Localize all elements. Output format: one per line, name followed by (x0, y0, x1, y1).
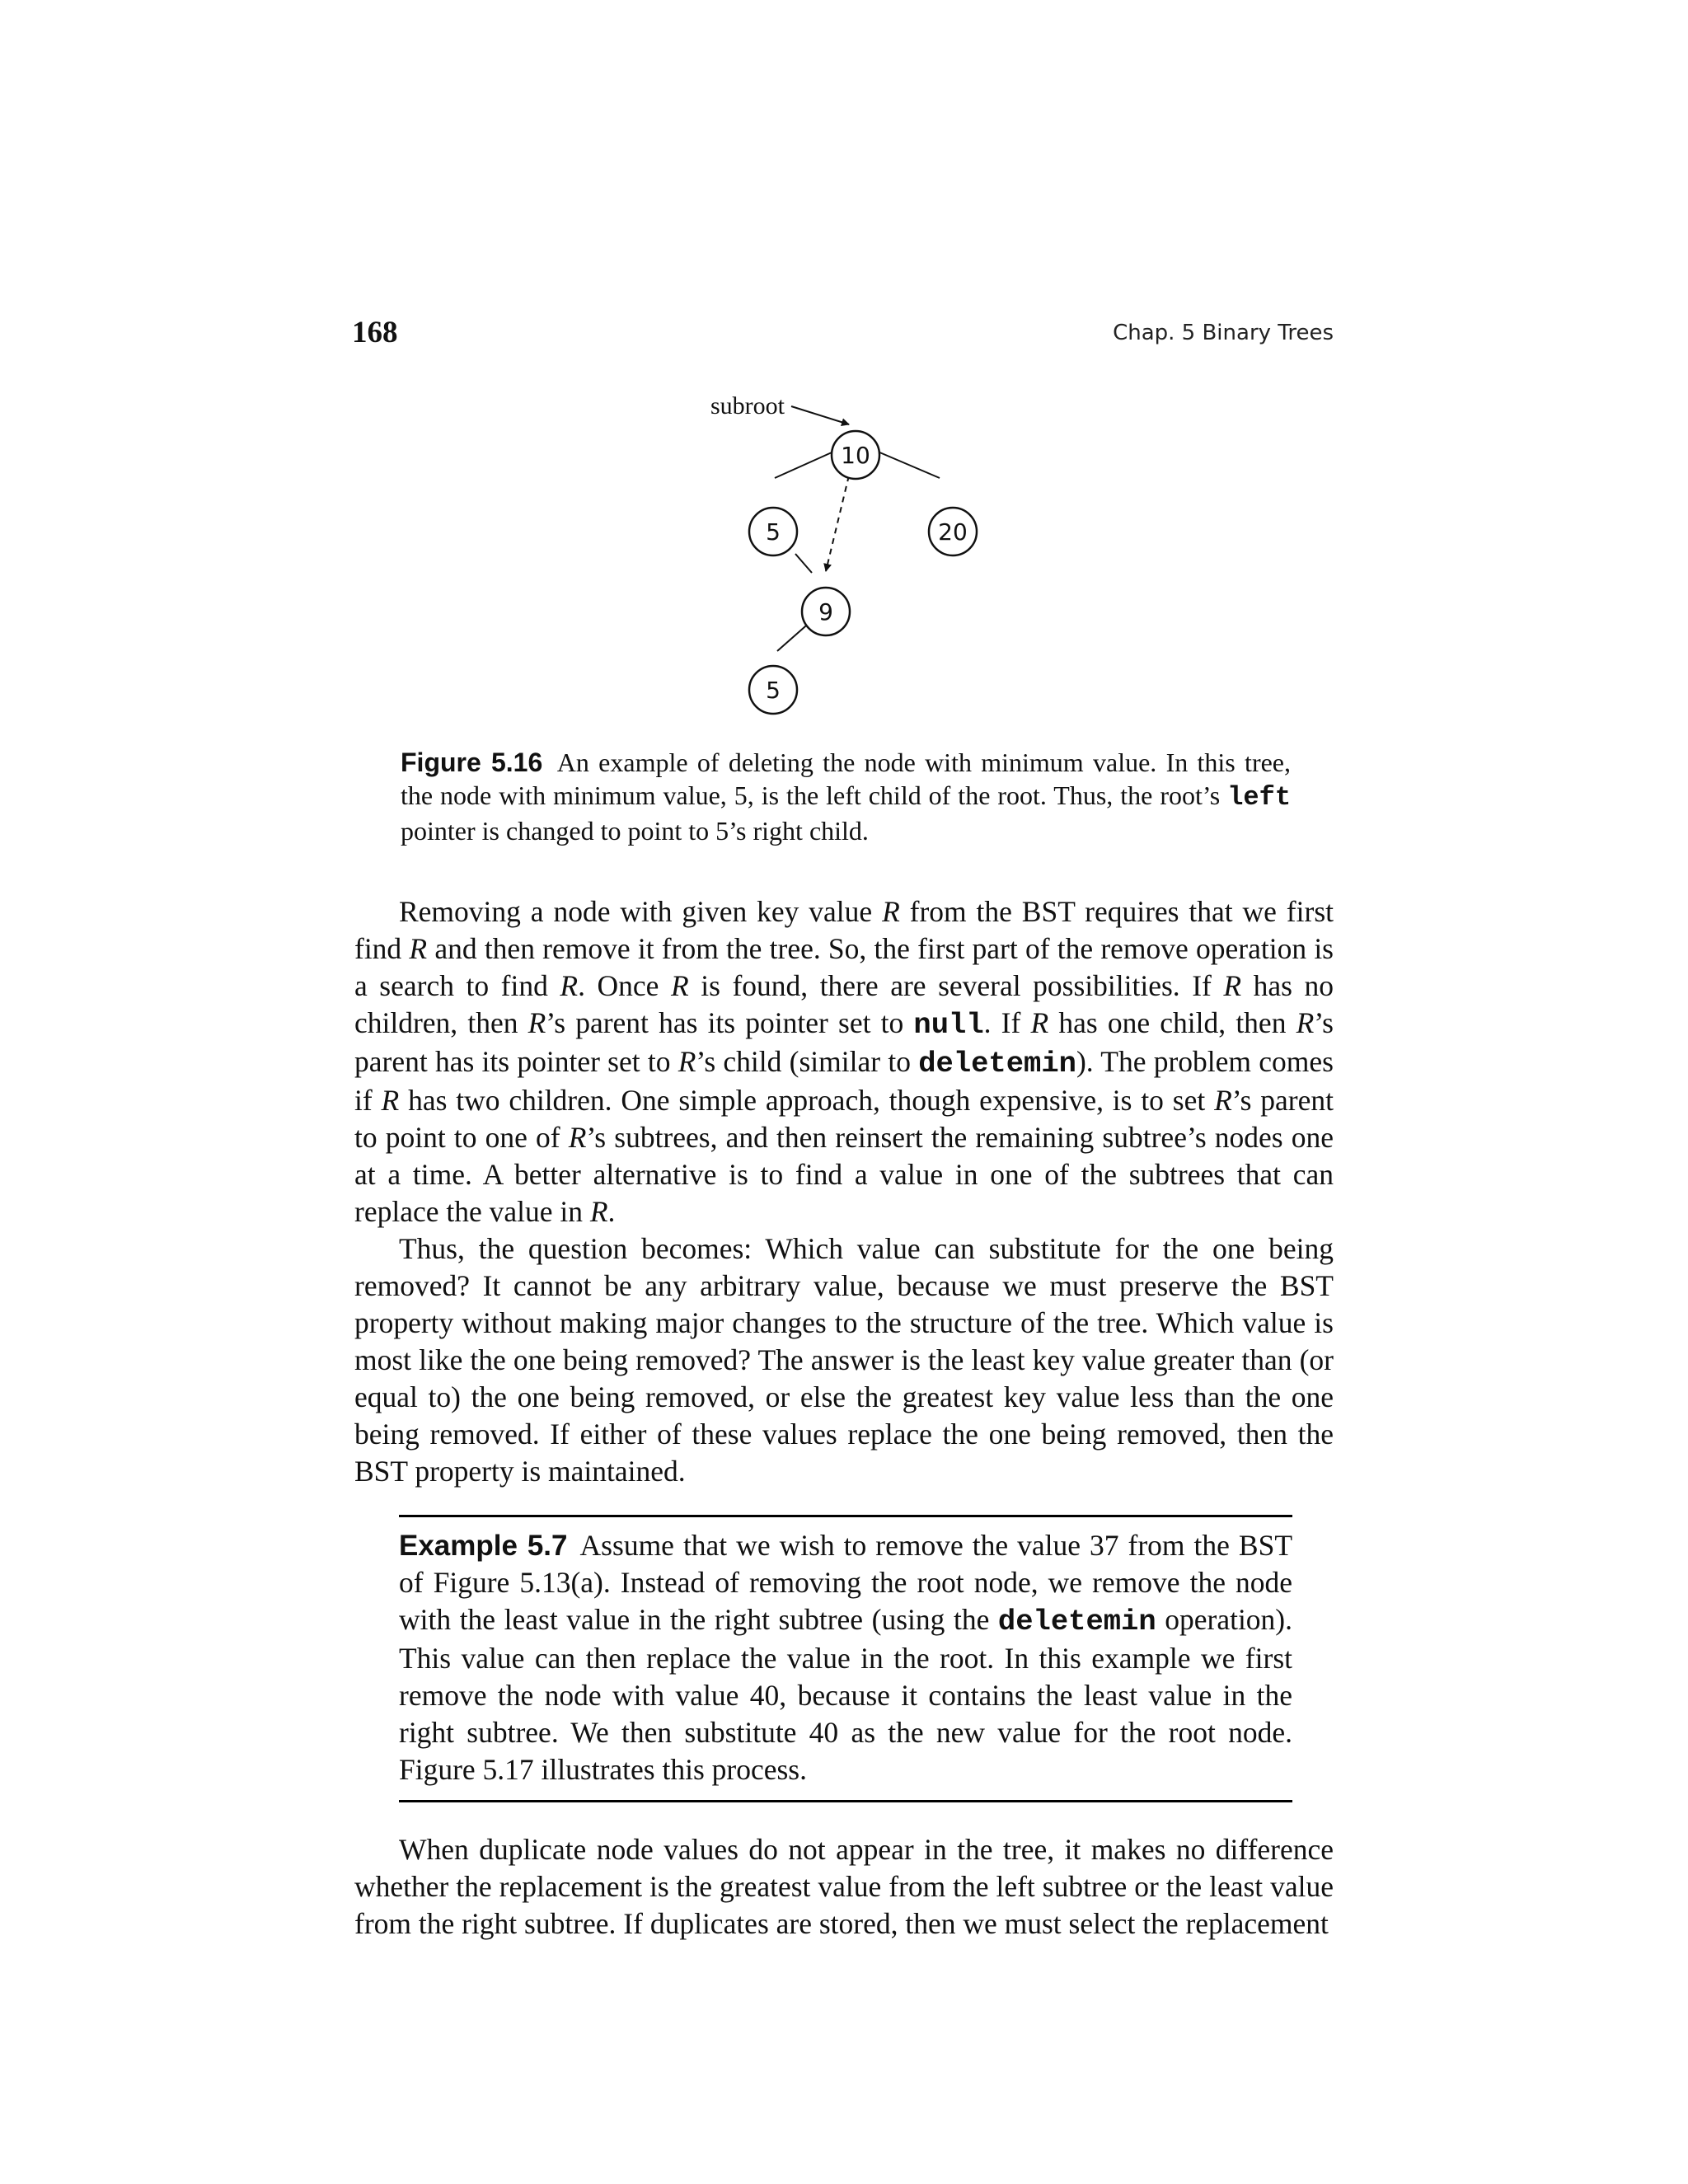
example-code: deletemin (997, 1605, 1156, 1638)
paragraph-2: Thus, the question becomes: Which value can substitute for the one being removed? It cannot be any arbitrary value, because we must preserve the BST property without making major changes to the structure of the tree. Which value is most like the one being removed? The answer is the least key value greater than (or equal to) the one being removed, or else the greatest key value less than the one being removed. If either of these values replace the one being removed, then the BST property is maintained. (354, 1232, 1334, 1488)
node-9 (802, 588, 850, 635)
subroot-label: subroot (710, 392, 785, 419)
node-10 (832, 431, 879, 479)
subroot-arrow (791, 406, 849, 424)
edge-10-5 (775, 449, 839, 478)
node-5-left (749, 508, 797, 555)
node-5-bottom (749, 666, 797, 714)
caption-code: left (1227, 782, 1292, 813)
caption-text-2: pointer is changed to point to 5’s right child. (401, 816, 869, 846)
code-deletemin: deletemin (918, 1047, 1076, 1080)
page-number: 168 (352, 316, 398, 349)
figure-caption (401, 746, 1291, 847)
code-null: null (913, 1008, 984, 1042)
edge-5-9 (795, 554, 812, 573)
edge-10-20 (872, 449, 940, 478)
bst-figure (692, 383, 997, 729)
body-paragraphs-1-2 (354, 893, 1334, 1490)
node-10-label: 10 (841, 442, 870, 469)
paragraph-1: Removing a node with given key value R from the BST requires that we first find R and then remove it from the tree. So, the first part of the remove operation is a search to find R. Once R is found, there are several possibilities. If R has no children, then R’s parent has its pointer set to null. If R has one child, then R’s parent has its pointer set to R’s child (similar to deletemin). The problem comes if R has two children. One simple approach, though expensive, is to set R’s parent to point to one of R’s subtrees, and then reinsert the remaining subtree’s nodes one at a time. A better alternative is to find a value in one of the subtrees that can replace the value in R. (354, 895, 1334, 1228)
example-box (399, 1515, 1292, 1802)
node-20 (929, 508, 977, 555)
paragraph-3: When duplicate node values do not appear in the tree, it makes no difference whether the replacement is the greatest value from the left subtree or the least value from the right subtree. If duplicates are stored, then we must select the replacement (354, 1833, 1334, 1940)
example-text-1: Assume that we wish to remove the value 37 from the BST of Figure 5.13(a). Instead of removing the root node, we remove the node with the least value in the right subtree (using the (399, 1529, 1293, 1636)
node-9-label: 9 (818, 598, 833, 626)
example-label: Example 5.7 (399, 1530, 568, 1562)
caption-label: Figure 5.16 (401, 748, 543, 777)
node-5-left-label: 5 (766, 518, 781, 546)
node-20-label: 20 (938, 518, 968, 546)
example-text-2: operation). This value can then replace the value in the root. In this example we first remove the node with value 40, because it contains the least value in the right subtree. We then substitute 40 as the new value for the root node. Figure 5.17 illustrates this process. (399, 1603, 1292, 1786)
caption-text-1: An example of deleting the node with minimum value. In this tree, the node with minimum value, 5, is the left child of the root. Thus, the root’s (401, 748, 1292, 810)
node-5-bottom-label: 5 (766, 677, 781, 704)
running-head: Chap. 5 Binary Trees (1113, 321, 1334, 345)
body-paragraph-3 (354, 1831, 1334, 1943)
